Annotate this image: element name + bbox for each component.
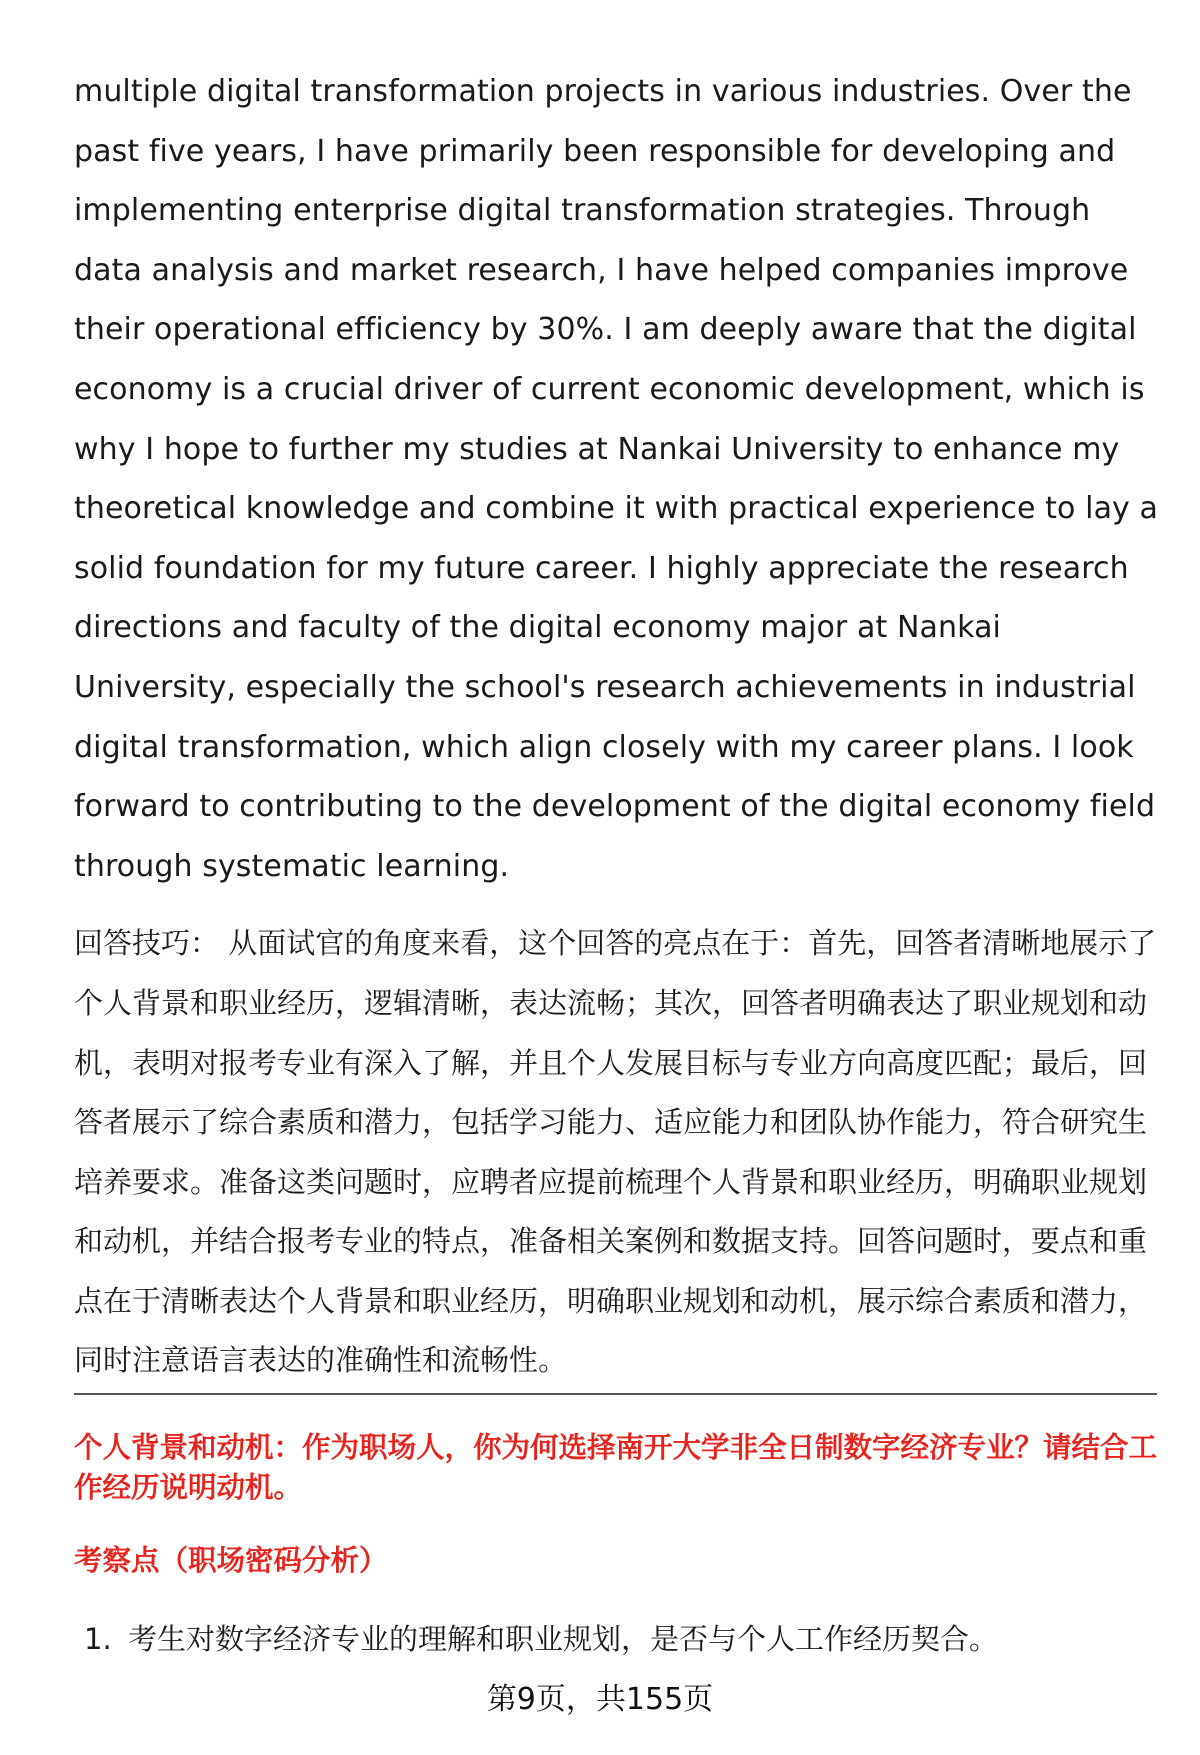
question-heading: 个人背景和动机：作为职场人，你为何选择南开大学非全日制数字经济专业？请结合工作经历说明动机。 xyxy=(74,1431,1158,1504)
answer-paragraph: multiple digital transformation projects in various industries. Over the past five years, I have primarily been responsible for developing and implementing enterprise digital transformation strategies. Through data analysis and market research, I have helped companies improve their operational efficiency by 30%. I am deeply aware that the digital economy is a crucial driver of current economic development, which is why I hope to further my studies at Nankai University to enhance my theoretical knowledge and combine it with practical experience to lay a solid foundation for my future career. I highly appreciate the research directions and faculty of the digital economy major at Nankai University, especially the school's research achievements in industrial digital transformation, which align closely with my career plans. I look forward to contributing to the development of the digital economy field through systematic learning. xyxy=(74,74,1159,884)
assessment-points-heading: 考察点（职场密码分析） xyxy=(74,1544,388,1577)
page-number-footer: 第9页，共155页 xyxy=(486,1682,714,1717)
answer-tips-paragraph: 回答技巧： 从面试官的角度来看，这个回答的亮点在于：首先，回答者清晰地展示了个人背景和职业经历，逻辑清晰，表达流畅；其次，回答者明确表达了职业规划和动机，表明对报考专业有深入了解，并且个人发展目标与专业方向高度匹配；最后，回答者展示了综合素质和潜力，包括学习能力、适应能力和团队协作能力，符合研究生培养要求。准备这类问题时，应聘者应提前梳理个人背景和职业经历，明确职业规划和动机，并结合报考专业的特点，准备相关案例和数据支持。回答问题时，要点和重点在于清晰表达个人背景和职业经历，明确职业规划和动机，展示综合素质和潜力，同时注意语言表达的准确性和流畅性。 xyxy=(74,926,1157,1378)
list-item-text: 考生对数字经济专业的理解和职业规划，是否与个人工作经历契合。 xyxy=(128,1622,999,1656)
section-divider xyxy=(74,1393,1157,1395)
list-item-number: 1. xyxy=(84,1622,112,1656)
list-item xyxy=(84,1617,1154,1661)
assessment-points-list xyxy=(84,1617,1154,1661)
document-body xyxy=(74,62,1159,1391)
